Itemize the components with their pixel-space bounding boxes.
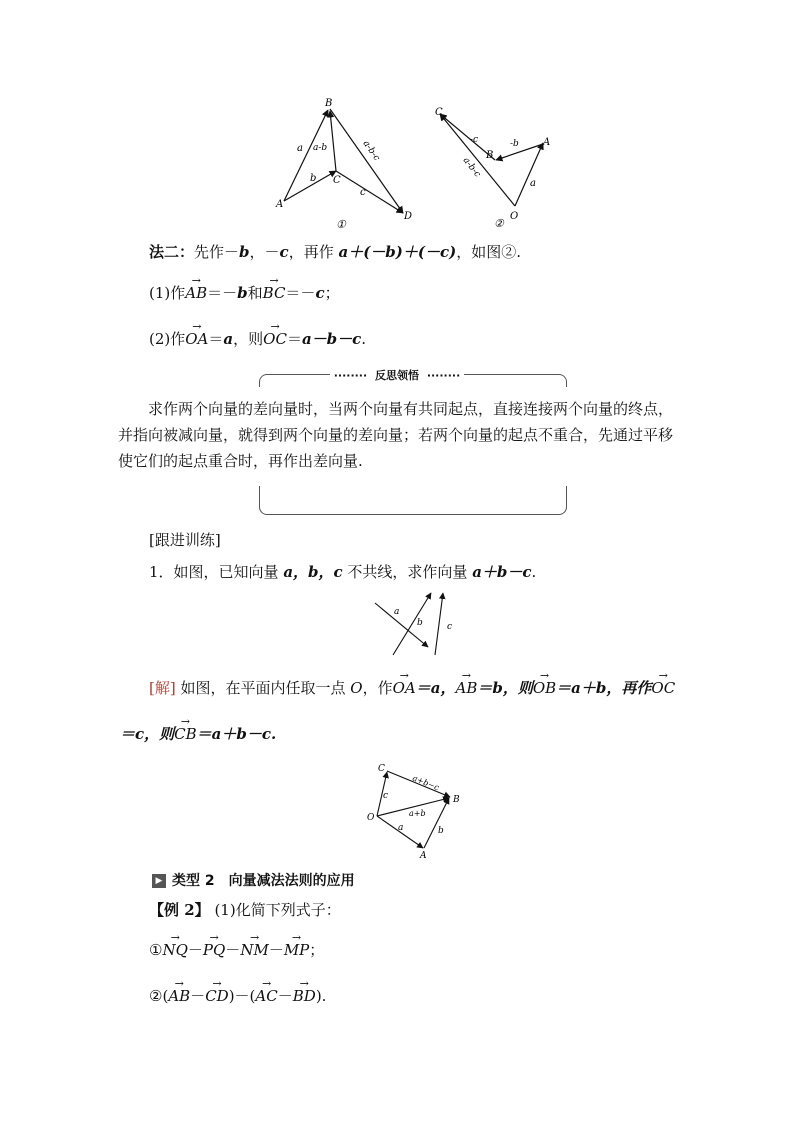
vector-a-minus-b (330, 111, 336, 171)
vector-CB: → CB (174, 724, 197, 744)
equals: ＝ (208, 330, 224, 348)
label-a: a (398, 823, 404, 833)
var-b: b (237, 284, 248, 302)
equals: ＝－ (207, 284, 238, 302)
question-expression: a＋b－c (472, 563, 532, 581)
vector-MP: → MP (284, 940, 309, 960)
point-O: O (350, 679, 363, 697)
label-a: a (297, 143, 303, 154)
label-A: A (276, 199, 284, 210)
label-c: c (447, 622, 453, 632)
method-2-text: ，－ (249, 243, 280, 261)
vector-CD: → CD (205, 986, 229, 1006)
label-B: B (325, 98, 333, 109)
label-c: c (360, 187, 366, 198)
punct: . (361, 330, 367, 348)
vector-a-minus-b-minus-c (330, 109, 403, 213)
label-a: a (394, 607, 400, 617)
method-2-expression: a＋(－b)＋(－c) (338, 243, 457, 261)
solution-text: ＝c，则 (120, 725, 175, 743)
figure-3-diagram (365, 585, 465, 665)
step-2-expression: a－b－c (301, 330, 362, 348)
method-2-line (149, 242, 521, 262)
exercise-question-1 (149, 562, 536, 582)
conjunction: 和 (247, 284, 263, 302)
vector-OB: → OB (533, 678, 556, 698)
vector-NQ: → NQ (162, 940, 187, 960)
solution-text: ＝a， (415, 679, 456, 697)
method-2-prefix: 法二： (149, 243, 195, 261)
method-2-text: 先作－ (194, 243, 240, 261)
vector-b (393, 593, 431, 655)
label-b: b (417, 618, 423, 628)
vector-BC: → BC (263, 283, 286, 303)
solution-line-2 (120, 724, 276, 744)
vector-AB: → AB (168, 986, 190, 1006)
solution-text: 如图，在平面内任取一点 (180, 679, 351, 697)
label-C: C (378, 764, 385, 774)
reflection-body: 求作两个向量的差向量时，当两个向量有共同起点，直接连接两个向量的终点，并指向被减向量，就得到两个向量的差向量；若两个向量的起点不重合，先通过平移使它们的起点重合时，再作出差向量. (118, 400, 674, 470)
vector-PQ: → PQ (203, 940, 225, 960)
example-text: (1)化简下列式子： (214, 901, 341, 919)
figure-1-diagram (270, 95, 420, 235)
var-a: a (223, 330, 234, 348)
vector-AB: → AB (185, 283, 207, 303)
punct: . (531, 563, 537, 581)
expression-number: ②( (149, 987, 169, 1005)
question-vars: a，b，c (283, 563, 343, 581)
solution-text: ＝a＋b－c. (196, 725, 277, 743)
equals: ＝ (286, 330, 302, 348)
figure-2-diagram (430, 100, 560, 235)
vector-AB: → AB (455, 678, 477, 698)
label-B: B (453, 795, 460, 805)
exercise-heading: [跟进训练] (149, 531, 221, 549)
vector-a (284, 110, 328, 201)
label-b: b (310, 173, 317, 184)
solution-text: ，作 (362, 679, 393, 697)
punct: ； (309, 941, 325, 959)
type-2-heading (152, 871, 355, 891)
label-C: C (435, 107, 443, 118)
step-label: (2)作 (149, 330, 186, 348)
equals: ＝－ (285, 284, 316, 302)
punct: ). (315, 987, 327, 1005)
expression-2: ②(→ AB－→ CD)－(→ AC－→ BD). (149, 986, 326, 1006)
label-neg-b: -b (510, 139, 519, 149)
label-a-plus-b: a+b (409, 809, 426, 818)
label-a-minus-b-minus-c: a-b-c (460, 155, 483, 180)
conjunction: ，则 (233, 330, 264, 348)
step-label: (1)作 (149, 284, 186, 302)
var-c: c (279, 243, 289, 261)
step-2-line (149, 329, 366, 349)
label-O: O (510, 211, 519, 222)
example-label: 【例 2】 (149, 901, 210, 919)
question-text: 不共线，求作向量 (342, 563, 473, 581)
vector-OC: → OC (651, 678, 675, 698)
figure-1-caption: ① (336, 218, 346, 231)
label-O: O (367, 813, 375, 823)
label-c: c (383, 791, 389, 801)
label-neg-c: -c (470, 135, 479, 145)
reflection-title-text: 反思领悟 (371, 369, 423, 382)
figure-2-caption: ② (494, 217, 504, 230)
vector-b (424, 798, 449, 848)
var-c: c (315, 284, 325, 302)
step-1-line (149, 283, 340, 303)
reflection-box (259, 486, 567, 515)
reflection-title: ········ 反思领悟 ········ (0, 367, 794, 383)
label-a-minus-b-minus-c: a-b-c (360, 138, 382, 163)
type-2-heading-text: 类型 2 向量减法法则的应用 (172, 873, 355, 889)
vector-AC: → AC (255, 986, 277, 1006)
label-a-minus-b: a-b (313, 143, 328, 153)
label-a: a (530, 178, 536, 189)
label-b: b (438, 826, 444, 836)
expression-number: ① (149, 941, 163, 959)
punct: ； (324, 284, 340, 302)
vector-BD: → BD (293, 986, 316, 1006)
solution-tag: [解] (149, 679, 176, 697)
question-text: 1．如图，已知向量 (149, 563, 284, 581)
method-2-text: ，如图②. (456, 243, 521, 261)
solution-text: ＝a＋b，再作 (556, 679, 652, 697)
figure-4-diagram (365, 758, 475, 863)
vector-NM: → NM (240, 940, 268, 960)
label-D: D (404, 211, 413, 222)
play-triangle-icon: ▶ (152, 874, 166, 888)
label-C: C (333, 175, 341, 186)
var-b: b (239, 243, 250, 261)
expression-1: ①→ NQ－→ PQ－→ NM－→ MP； (149, 940, 324, 960)
method-2-text: ，再作 (288, 243, 339, 261)
vector-c (435, 593, 443, 655)
label-a-plus-b-minus-c: a+b−c (411, 773, 441, 793)
solution-line-1 (149, 678, 675, 698)
label-A: A (543, 137, 551, 148)
vector-OC: → OC (263, 329, 287, 349)
label-A: A (420, 851, 427, 861)
solution-text: ＝b，则 (477, 679, 533, 697)
vector-OA: → OA (185, 329, 208, 349)
example-2-line (149, 900, 341, 920)
vector-a-minus-b-minus-c (440, 114, 515, 206)
label-B: B (486, 150, 494, 161)
vector-c (336, 171, 403, 213)
vector-OA: → OA (393, 678, 416, 698)
